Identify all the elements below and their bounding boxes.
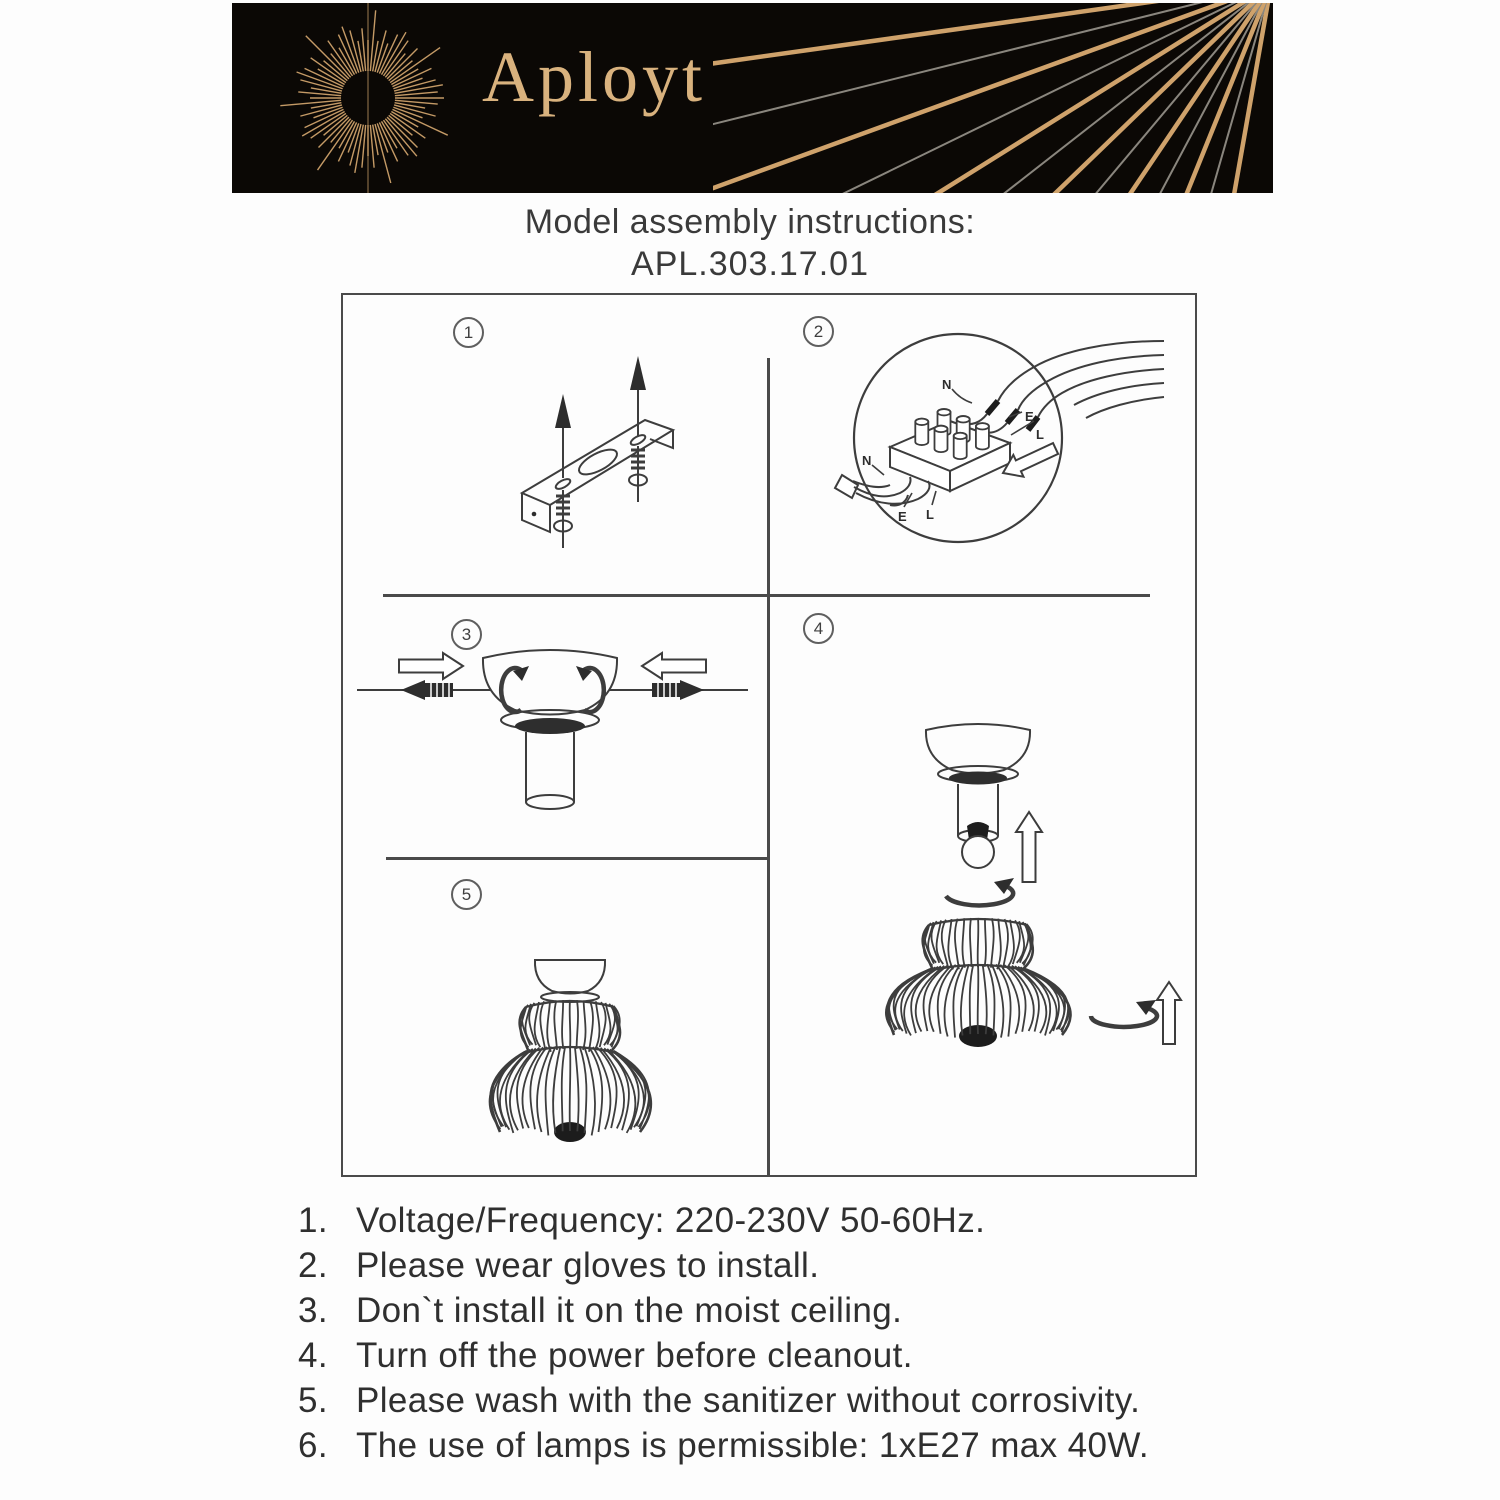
step-3-number: 3: [461, 624, 472, 644]
step-5-assembled-lamp-diagram: [420, 940, 740, 1175]
instruction-number: 4.: [298, 1336, 328, 1375]
step-5-number: 5: [461, 884, 472, 904]
instruction-item: [298, 1336, 913, 1376]
corner-rays-decoration-icon: [713, 3, 1273, 193]
instruction-text: Don`t install it on the moist ceiling.: [356, 1291, 903, 1330]
divider-horizontal-upper: [383, 594, 1150, 597]
step-1-badge: [453, 317, 484, 348]
step-2-wiring-diagram: [828, 325, 1178, 590]
page-title: Model assembly instructions:: [524, 203, 976, 241]
step-1-mounting-bracket-diagram: [470, 348, 760, 578]
step-3-cup-mounting-diagram: [345, 640, 760, 840]
step-4-number: 4: [813, 618, 824, 638]
wire-label-l-right: L: [1036, 427, 1044, 442]
instruction-text: Please wear gloves to install.: [356, 1246, 820, 1285]
step-1-number: 1: [463, 322, 474, 342]
mounting-bracket-drawing: [522, 356, 673, 548]
step-5-badge: [451, 879, 482, 910]
instruction-item: [298, 1426, 1149, 1466]
instruction-text: Please wash with the sanitizer without corrosivity.: [356, 1381, 1141, 1420]
wire-label-n-left: N: [862, 453, 872, 468]
instruction-item: [298, 1291, 902, 1331]
divider-vertical: [767, 358, 770, 1177]
instruction-text: Turn off the power before cleanout.: [356, 1336, 913, 1375]
cup-and-screws-drawing: [357, 650, 748, 809]
starburst-logo-icon: [258, 3, 478, 193]
instruction-number: 1.: [298, 1201, 328, 1240]
step-2-number: 2: [813, 321, 824, 341]
instruction-text: The use of lamps is permissible: 1xE27 max 40W.: [356, 1426, 1150, 1465]
step-4-bulb-and-shade-diagram: [790, 700, 1190, 1100]
incoming-wires-drawing: [952, 341, 1164, 435]
wire-label-e-bottom: E: [898, 509, 907, 524]
brand-name: Aployt: [482, 37, 707, 117]
wire-label-l-bottom: L: [926, 507, 934, 522]
instruction-number: 6.: [298, 1426, 328, 1465]
instruction-number: 2.: [298, 1246, 328, 1285]
instruction-item: [298, 1381, 1140, 1421]
instruction-number: 3.: [298, 1291, 328, 1330]
brand-banner: [232, 3, 1273, 193]
instruction-number: 5.: [298, 1381, 328, 1420]
instruction-item: [298, 1246, 819, 1286]
instruction-item: [298, 1201, 985, 1241]
wire-label-e-right: E: [1025, 409, 1034, 424]
model-number: APL.303.17.01: [631, 245, 869, 283]
instruction-text: Voltage/Frequency: 220-230V 50-60Hz.: [356, 1201, 986, 1240]
step-4-badge: [803, 613, 834, 644]
wire-label-n-top: N: [942, 377, 952, 392]
divider-horizontal-lower: [386, 857, 767, 860]
